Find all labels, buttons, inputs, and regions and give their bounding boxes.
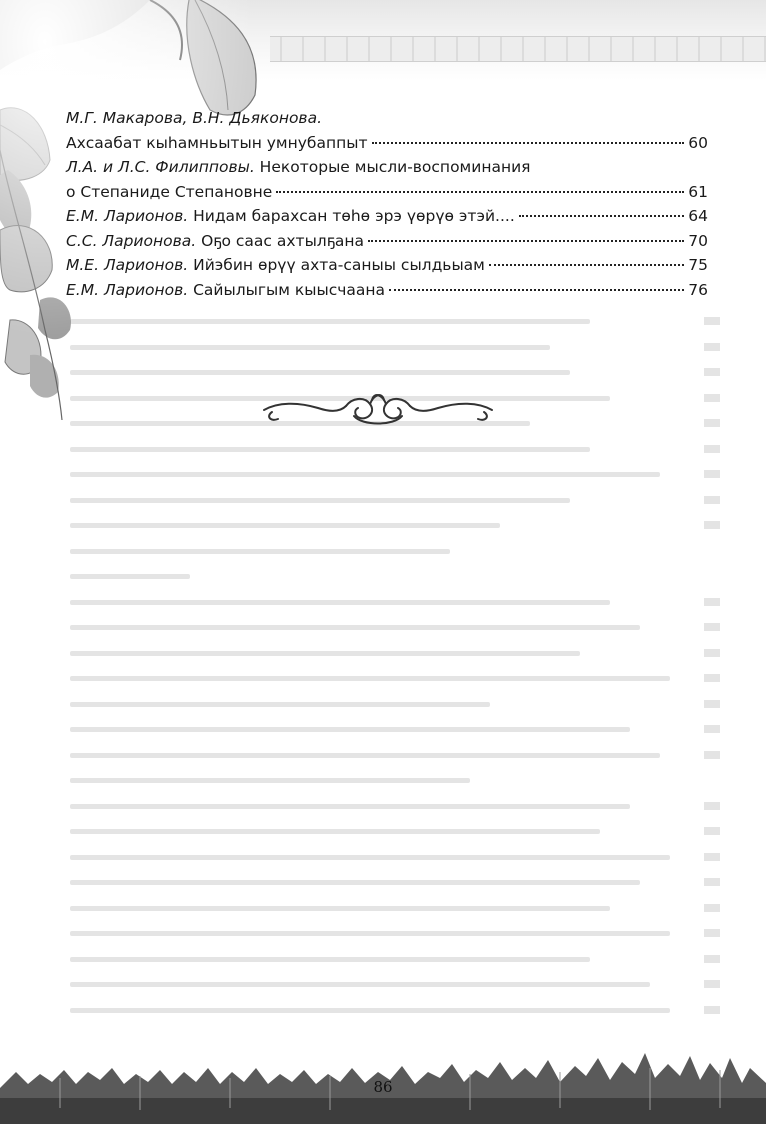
dot-leader bbox=[372, 142, 685, 144]
toc-author: Л.А. и Л.С. Филипповы. bbox=[66, 158, 255, 176]
toc-entry bbox=[66, 253, 708, 278]
toc-title: о Степаниде Степановне bbox=[66, 182, 273, 201]
ornament-strip bbox=[270, 36, 766, 62]
page-number: 86 bbox=[373, 1078, 393, 1096]
toc-title: Нидам барахсан төһө эрэ үөрүө этэй.... bbox=[188, 207, 515, 225]
toc-page-number: 76 bbox=[688, 280, 708, 299]
toc-entry bbox=[66, 106, 708, 155]
toc-page-number: 60 bbox=[688, 133, 708, 152]
forest-illustration bbox=[0, 1028, 766, 1124]
toc-page-number: 75 bbox=[688, 256, 708, 274]
toc-title: Оҕо саас ахтылҕана bbox=[196, 231, 365, 250]
toc-line bbox=[66, 204, 708, 229]
toc-line bbox=[66, 278, 708, 303]
toc-line bbox=[66, 106, 708, 131]
dot-leader bbox=[389, 289, 684, 291]
toc-author: М.Г. Макарова, В.Н. Дьяконова. bbox=[66, 109, 322, 127]
table-of-contents bbox=[66, 106, 708, 302]
toc-entry bbox=[66, 278, 708, 303]
toc-author: Е.М. Ларионов. bbox=[66, 207, 189, 225]
dot-leader bbox=[368, 240, 684, 242]
toc-page-number: 70 bbox=[688, 231, 708, 250]
toc-author: С.С. Ларионова. bbox=[66, 231, 197, 250]
dot-leader bbox=[519, 215, 685, 217]
toc-title: Ийэбин өрүү ахта-саныы сылдьыам bbox=[188, 256, 485, 274]
toc-page-number: 64 bbox=[688, 207, 708, 225]
toc-title: Сайылыгым кыысчаана bbox=[188, 280, 386, 299]
toc-entry bbox=[66, 204, 708, 229]
dot-leader bbox=[489, 264, 684, 266]
dot-leader bbox=[276, 191, 684, 193]
ornamental-divider bbox=[258, 386, 498, 430]
toc-author: Е.М. Ларионов. bbox=[66, 280, 189, 299]
toc-page-number: 61 bbox=[688, 182, 708, 201]
toc-line bbox=[66, 131, 708, 156]
toc-entry bbox=[66, 155, 708, 204]
toc-title: Ахсаабат кыһамньытын умнубаппыт bbox=[66, 133, 368, 152]
toc-line bbox=[66, 180, 708, 205]
toc-author: М.Е. Ларионов. bbox=[66, 256, 189, 274]
toc-line bbox=[66, 155, 708, 180]
toc-entry bbox=[66, 229, 708, 254]
toc-title: Некоторые мысли-воспоминания bbox=[254, 158, 531, 176]
toc-line bbox=[66, 253, 708, 278]
toc-line bbox=[66, 229, 708, 254]
